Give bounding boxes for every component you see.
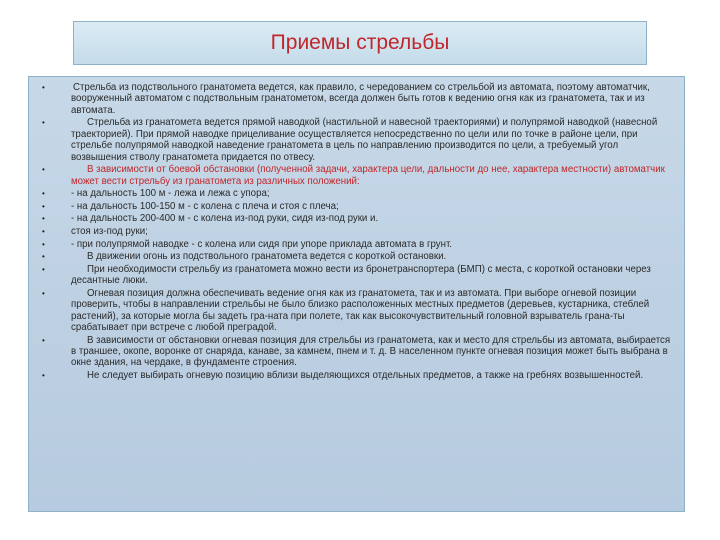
bullet-icon: • [42,264,45,274]
paragraph-text: В зависимости от обстановки огневая позиция для стрельбы из гранатомета, как и место для стрельбы из автомата, выбирается в траншее, окопе, воронке от снаряда, канаве, за камнем, пнем и т. д. В населенном пункте огневая позиция может быть выбрана в окне здания, на чердаке, в фундаменте строения. [71,334,671,369]
paragraph-text: Стрельба из подствольного гранатомета ведется, как правило, с чередованием со стрельбой из автомата, поэтому автоматчик, вооруженный автоматом с подствольным гранатометом, всегда должен быть готов к ведению огня как из гранатомета, так и из автомата. [71,82,650,116]
bullet-icon: • [42,227,45,236]
paragraph-text: - при полупрямой наводке - с колена или сидя при упоре приклада автомата в грунт. [71,238,452,250]
bullet-icon: • [42,239,45,249]
bullet-icon: • [42,165,45,175]
bullet-icon: • [42,189,45,199]
bullet-icon: • [42,335,45,345]
list-item [33,117,672,163]
content-box [28,76,685,512]
bullet-icon: • [42,371,45,380]
list-item [33,335,672,369]
paragraph-text: В движении огонь из подствольного гранатомета ведется с короткой остановки. [87,251,447,263]
list-item [33,188,672,199]
bullet-icon: • [42,214,45,224]
list-item [33,213,672,224]
paragraph-text: В зависимости от боевой обстановки (полученной задачи, характера цели, дальности до нее, характера местности) автоматчик может вести стрельбу из гранатомета из различных положений: [71,164,665,187]
bullet-icon: • [42,288,45,298]
paragraph-text: Огневая позиция должна обеспечивать ведение огня как из гранатомета, так и из автомата. При выборе огневой позиции проверить, чтобы в направлении стрельбы не было близко расположенных местных предметов (деревьев, кустарника, стеблей растений), за которые могла бы задеть гра-ната при полете, так как высокочувствительный головной взрыватель грана-ты срабатывает при встрече с любой преградой. [71,287,650,333]
paragraph-text: - на дальность 100-150 м - с колена с плеча и стоя с плеча; [71,200,339,212]
paragraph-text: - на дальность 200-400 м - с колена из-под руки, сидя из-под руки и. [71,213,379,225]
list-item [33,288,672,334]
bullet-icon: • [42,83,45,92]
list-item [33,82,672,116]
list-item [33,226,672,237]
bullet-icon: • [42,252,45,262]
paragraph-text: Не следует выбирать огневую позицию вблизи выделяющихся отдельных предметов, а также на гребнях возвышенностей. [87,370,644,381]
bullet-list [33,82,672,381]
list-item [33,251,672,262]
list-item [33,370,672,381]
paragraph-text: - на дальность 100 м - лежа и лежа с упора; [71,188,270,200]
paragraph-text: При необходимости стрельбу из гранатомета можно вести из бронетранспортера (БМП) с места, с короткой остановки через десантные люки. [71,263,651,287]
bullet-icon: • [42,201,45,211]
paragraph-text: стоя из-под руки; [71,226,148,237]
bullet-icon: • [42,118,45,128]
page-title: Приемы стрельбы [270,31,450,54]
list-item [33,164,672,187]
list-item [33,239,672,250]
paragraph-text: Стрельба из гранатомета ведется прямой наводкой (настильной и навесной траекториями) и полупрямой наводкой (навесной траекторией). При прямой наводке прицеливание осуществляется непосредственно по цели или по точке в районе цели, при стрельбе полупрямой наводкой наведение гранатомета в цель по направлению производится по цели, а требуемый угол возвышения стволу гранатомета придается по отвесу. [71,117,658,163]
title-box [73,21,647,65]
list-item [33,201,672,212]
list-item [33,264,672,287]
